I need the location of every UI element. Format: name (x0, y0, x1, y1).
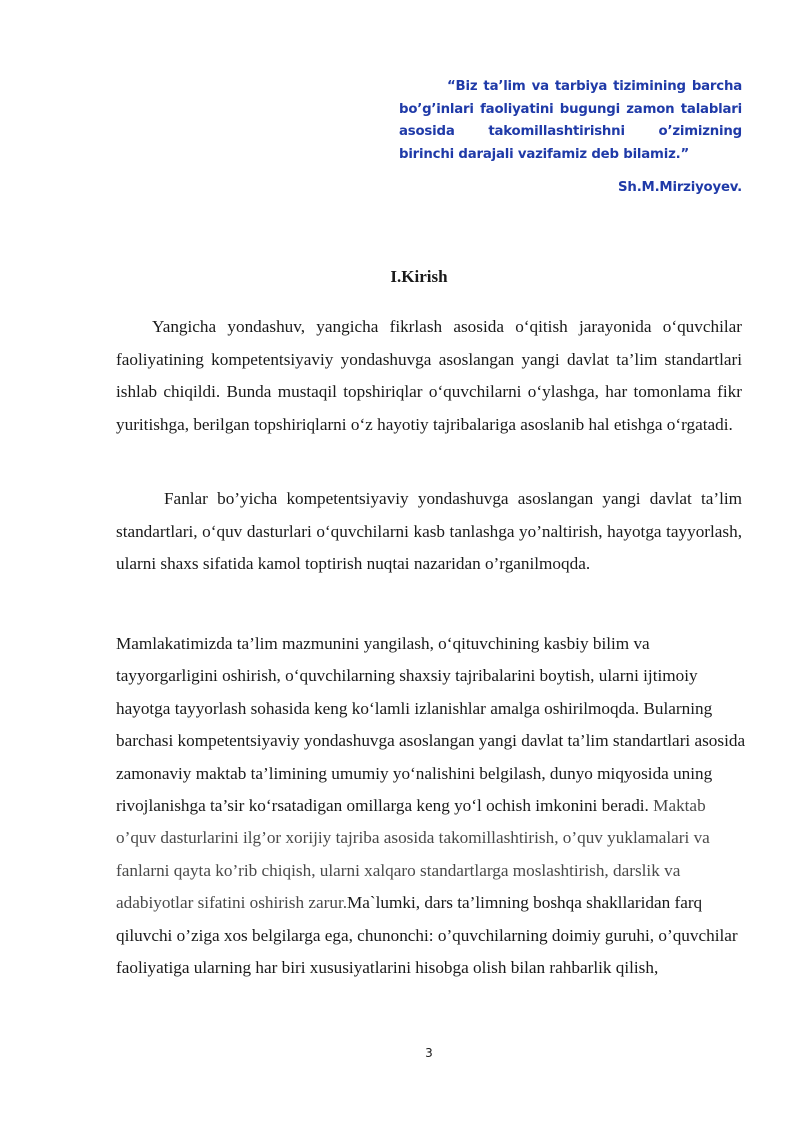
paragraph-3 (116, 628, 746, 984)
paragraph-2: Fanlar bo’yicha kompetentsiyaviy yondashuvga asoslangan yangi davlat ta’lim standartlari, o‘quv dasturlari o‘quvchilarni kasb tanlashga yo’naltirish, hayotga tayyorlash, ularni shaxs sifatida kamol toptirish nuqtai nazaridan o’rganilmoqda. (116, 489, 742, 574)
paragraph-3-part-1: Mamlakatimizda ta’lim mazmunini yangilash, o‘qituvchining kasbiy bilim va tayyorgarligini oshirish, o‘quvchilarning shaxsiy tajribalarini boytish, ularni ijtimoiy hayotga tayyorlash sohasida keng ko‘lamli izlanishlar amalga oshirilmoqda. Bularning barchasi kompetentsiyaviy yondashuvga asoslangan yangi davlat ta’lim standartlari asosida zamonaviy maktab ta’limining umumiy yo‘nalishini belgilash, dunyo miqyosida uning rivojlanishga ta’sir ko‘rsatadigan omillarga keng yo‘l ochish imkonini beradi. (116, 634, 746, 816)
paragraph-3-part-2: Maktab o’quv dasturlarini ilg’or xorijiy tajriba asosida takomillashtirish, o’quv yuklamalari va fanlarni qayta ko’rib chiqish, ularni xalqaro standartlarga moslashtirish, darslik va adabiyotlar sifatini oshirish zarur. (116, 796, 710, 913)
paragraph-3-part-3: Ma`lumki, dars ta’limning boshqa shakllaridan farq qiluvchi o’ziga xos belgilarga ega, chunonchi: o’quvchilarning doimiy guruhi, o’quvchilar faoliyatiga ularning har biri xususiyatlarini hisobga olish bilan rahbarlik qilish, (116, 893, 738, 978)
epigraph-author: Sh.M.Mirziyoyev. (618, 180, 742, 195)
section-heading: I.Kirish (390, 267, 448, 286)
epigraph-quote: “Biz ta’lim va tarbiya tizimining barcha bo’g’inlari faoliyatini bugungi zamon talablari asosida takomillashtirishni o’zimizning birinchi darajali vazifamiz deb bilamiz.” (399, 79, 742, 162)
page-number: 3 (425, 1046, 433, 1060)
paragraph-1: Yangicha yondashuv, yangicha fikrlash asosida o‘qitish jarayonida o‘quvchilar faoliyatining kompetentsiyaviy yondashuvga asoslangan yangi davlat ta’lim standartlari ishlab chiqildi. Bunda mustaqil topshiriqlar o‘quvchilarni o‘ylashga, har tomonlama fikr yuritishga, berilgan topshiriqlarni o‘z hayotiy tajribalariga asoslanib hal etishga o‘rgatadi. (116, 317, 742, 434)
